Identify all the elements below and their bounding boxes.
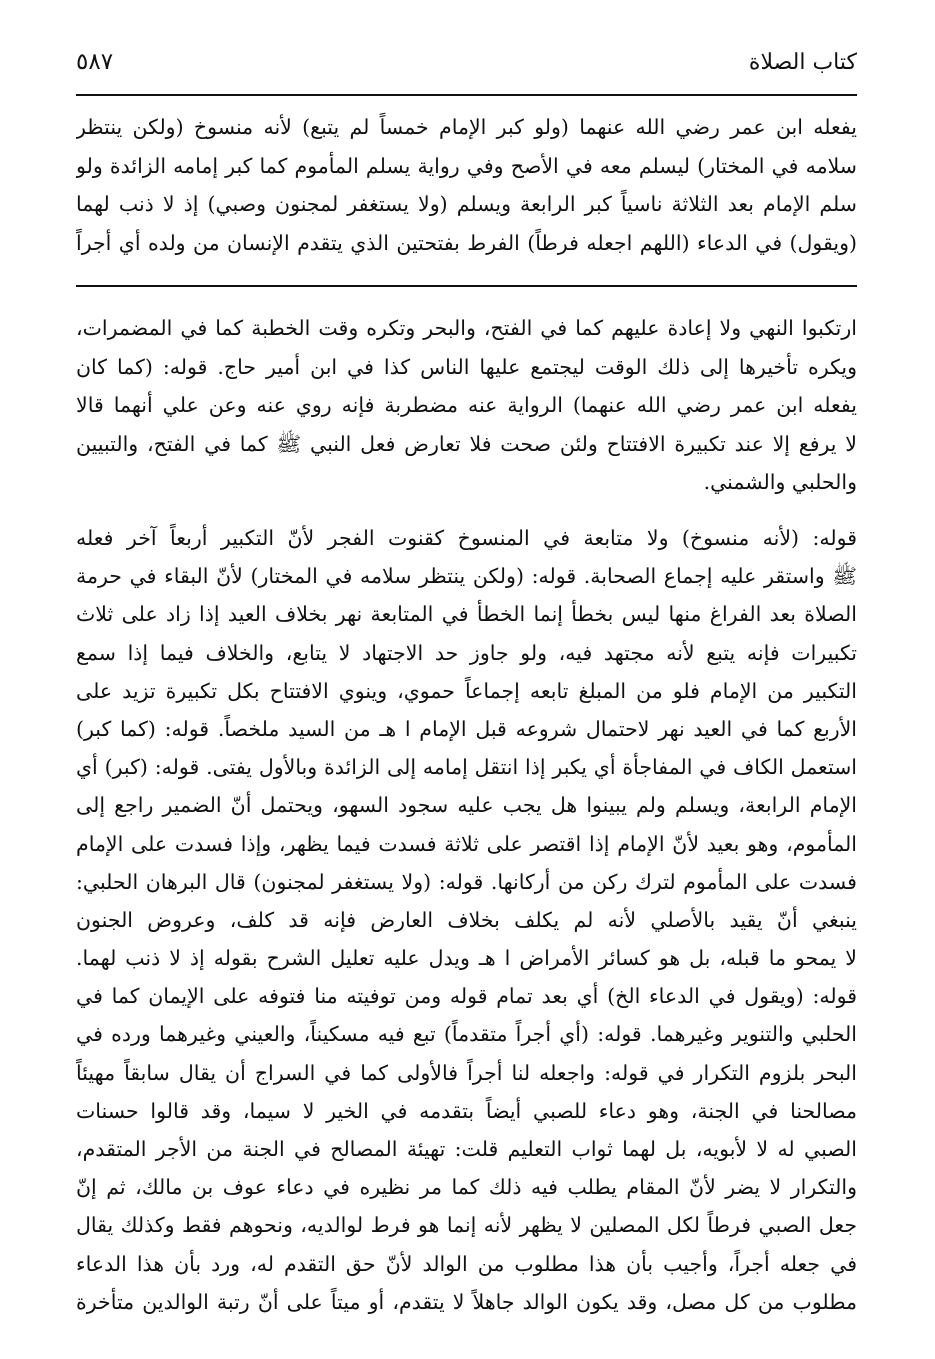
commentary-line: الحلبي والتنوير وغيرهما. قوله: (أي أجراً متقدماً) تبع فيه مسكيناً، والعيني وغيرهما ورده في xyxy=(76,1022,857,1047)
commentary-line: البحر بلزوم التكرار في قوله: واجعله لنا أجراً فالأولى كما في السراج أن يقال سابقاً مهيئاً xyxy=(76,1060,857,1085)
commentary-line: ارتكبوا النهي ولا إعادة عليهم كما في الفتح، والبحر وتكره وقت الخطبة كما في المضمرات، xyxy=(76,316,857,340)
commentary-line: ﷺ واستقر عليه إجماع الصحابة. قوله: (ولكن ينتظر سلامه في المختار) لأنّ البقاء في حرمة xyxy=(76,564,857,589)
main-text-line: (ويقول) في الدعاء (اللهم اجعله فرطاً) الفرط بفتحتين الذي يتقدم الإنسان من ولده أي أجراً xyxy=(76,230,857,255)
main-text-line: سلم الإمام بعد الثلاثة ناسياً كبر الرابعة ويسلم (ولا يستغفر لمجنون وصبي) إذ لا ذنب لهما xyxy=(76,192,857,216)
section-divider-rule xyxy=(76,285,857,287)
commentary-line: مصالحنا في الجنة، وهو دعاء للصبي أيضاً بتقدمه في الخير لا سيما، وقد قالوا حسنات xyxy=(76,1098,857,1123)
commentary-line: لا يرفع إلا عند تكبيرة الافتتاح ولئن صحت فلا تعارض فعل النبي ﷺ كما في الفتح، والتبيين xyxy=(76,431,857,456)
commentary-paragraph-1 xyxy=(76,309,857,502)
commentary-paragraph-2 xyxy=(76,519,857,1321)
commentary-line: استعمل الكاف في المفاجأة أي يكبر إذا انتقل إمامه إلى الزائدة وبالأول يفتى. قوله: (كبر) أي xyxy=(76,755,857,780)
commentary-line: التكبير من الإمام فلو من المبلغ تابعه إجماعاً حموي، وينوي الافتتاح بكل تكبيرة تزيد على xyxy=(76,678,857,703)
commentary-line: مطلوب من كل مصل، وقد يكون الوالد جاهلاً لا يتقدم، أو ميتاً على أنّ رتبة الوالدين متأخرة xyxy=(76,1289,857,1314)
header-rule xyxy=(76,94,857,96)
main-text xyxy=(76,108,857,262)
commentary-line: يفعله ابن عمر رضي الله عنهما) الرواية عنه مضطربة فإنه روي عنه وعن علي أنهما قالا xyxy=(76,393,857,417)
commentary-line: والتكرار لا يضر لأنّ المقام يطلب فيه ذلك كما مر نظيره في دعاء عوف بن مالك، ثم إنّ xyxy=(76,1175,857,1200)
commentary-line: الأربع كما في العيد نهر لاحتمال شروعه قبل الإمام ا هـ من السيد ملخصاً. قوله: (كما كبر) xyxy=(76,716,857,741)
main-text-line: يفعله ابن عمر رضي الله عنهما (ولو كبر الإمام خمساً لم يتبع) لأنه منسوخ (ولكن ينتظر xyxy=(76,115,857,139)
commentary-line: والحلبي والشمني. xyxy=(703,470,857,494)
commentary-line: تكبيرات فإنه يتبع لأنه مجتهد فيه، ولو جاوز حد الاجتهاد لا يتابع، والخلاف فيما إذا سمع xyxy=(76,640,857,665)
commentary-line: المأموم، وهو بعيد لأنّ الإمام إذا اقتصر على ثلاثة فسدت فيما يظهر، وإذا فسدت على الإمام xyxy=(76,831,857,856)
page-header xyxy=(76,42,857,82)
commentary-line: ويكره تأخيرها إلى ذلك الوقت ليجتمع عليها الناس كذا في ابن أمير حاج. قوله: (كما كان xyxy=(76,354,857,379)
commentary-line: الصلاة بعد الفراغ منها ليس بخطأ إنما الخطأ في المتابعة نهر بخلاف العيد إذا زاد على ثلاث xyxy=(76,602,857,627)
commentary-line: الصبي له لا لأبويه، بل لهما ثواب التعليم قلت: تهيئة المصالح في الجنة من الأجر المتقدم، xyxy=(76,1137,857,1161)
commentary-line: في جعله أجراً، وأجيب بأن هذا مطلوب من الوالد لأنّ حق التقدم له، ورد بأن هذا الدعاء xyxy=(76,1251,857,1276)
commentary-line: لا يمحو ما قبله، بل هو كسائر الأمراض ا هـ ويدل عليه تعليل الشرح بقوله إذ لا ذنب لهما. xyxy=(76,946,857,971)
commentary-line: قوله: (ويقول في الدعاء الخ) أي بعد تمام قوله ومن توفيته منا فتوفه على الإيمان كما في xyxy=(76,984,857,1009)
commentary-line: ينبغي أنّ يقيد بالأصلي لأنه لم يكلف بخلاف العارض فإنه قد كلف، وعروض الجنون xyxy=(76,907,857,932)
commentary-line: الإمام الرابعة، ويسلم ولم يبينوا هل يجب عليه سجود السهو، ويحتمل أنّ الضمير راجع إلى xyxy=(76,793,857,818)
commentary-line: فسدت على المأموم لترك ركن من أركانها. قوله: (ولا يستغفر لمجنون) قال البرهان الحلبي: xyxy=(76,869,857,894)
page-number: ٥٨٧ xyxy=(76,49,114,75)
main-text-line: سلامه في المختار) ليسلم معه في الأصح وفي رواية يسلم المأموم كما كبر إمامه الزائدة ولو xyxy=(76,153,857,178)
commentary-line: جعل الصبي فرطاً لكل المصلين لا يظهر لأنه إنما هو فرط لوالديه، ونحوهم فقط وكذلك يقال xyxy=(76,1213,857,1238)
running-title: كتاب الصلاة xyxy=(748,49,857,75)
commentary-line: قوله: (لأنه منسوخ) ولا متابعة في المنسوخ كقنوت الفجر لأنّ التكبير أربعاً آخر فعله xyxy=(76,526,857,550)
